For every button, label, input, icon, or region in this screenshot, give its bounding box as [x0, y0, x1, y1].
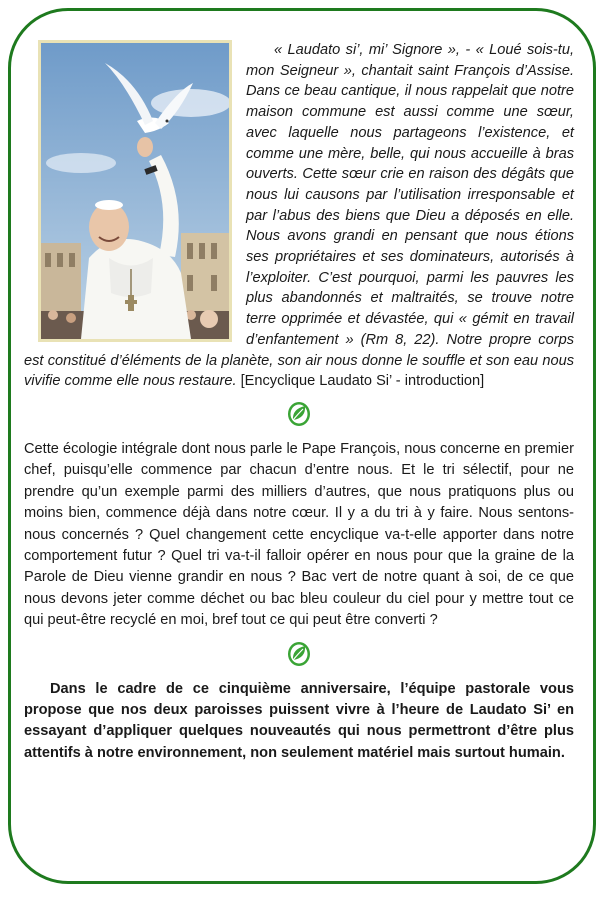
- leaf-icon: [286, 638, 312, 668]
- article-content: [24, 40, 574, 764]
- paragraph-ecology: Cette écologie intégrale dont nous parle le Pape François, nous concerne en premier chef, puisqu’elle commence par chacun d’entre nous. Et le tri sélectif, pour ne prendre qu’un exemple parmi des milliers d’autres, que nous pratiquons plus ou moins bien, commence déjà dans notre cœur. Il y a du tri à y faire. Nous sentons-nous concernés ? Quel changement cette encyclique va-t-elle apporter dans notre comportement futur ? Quel tri va-t-il falloir opérer en nous pour que la graine de la Parole de Dieu vienne grandir en nous ? Bac vert de notre quant à soi, de ce que nous devons jeter comme déchet ou bac bleu couleur du ciel pour y mettre tout ce qui peut-être recyclé en moi, bref tout ce qui peut être converti ?: [24, 440, 574, 629]
- leaf-icon: [286, 398, 312, 428]
- paragraph-anniversary-text: Dans le cadre de ce cinquième anniversaire, l’équipe pastorale vous propose que nos deux paroisses puissent vivre à l’heure de Laudato Si’ en essayant d’appliquer quelques nouveautés qui nous permettront d’être plus attentifs à notre environnement, non seulement matériel mais surtout humain.: [24, 680, 574, 761]
- photo-illustration: [41, 43, 229, 339]
- separator-2: [24, 638, 574, 673]
- pope-dove-photo: [38, 40, 232, 342]
- quote-reference: [Encyclique Laudato Si’ - introduction]: [240, 373, 485, 390]
- quote-text: « Laudato si’, mi’ Signore », - « Loué sois-tu, mon Seigneur », chantait saint François d’Assise. Dans ce beau cantique, il nous rappelait que notre maison commune est aussi comme une sœur, avec laquelle nous partageons l’existence, et comme une mère, belle, qui nous accueille à bras ouverts. Cette sœur crie en raison des dégâts que nous lui causons par l’utilisation irresponsable et par l’abus des biens que Dieu a déposés en elle. Nous avons grandi en pensant que nous étions ses propriétaires et ses dominateurs, autorisés à l’exploiter. C’est pourquoi, parmi les pauvres les plus abandonnés et maltraités, se trouve notre terre opprimée et dévastée, qui « gémit en travail d’enfantement » (Rm 8, 22). Notre propre corps est constitué d’éléments de la planète, son air nous donne le souffle et son eau nous vivifie comme elle nous restaure.: [24, 42, 574, 390]
- paragraph-anniversary: [24, 679, 574, 765]
- separator-1: [24, 398, 574, 433]
